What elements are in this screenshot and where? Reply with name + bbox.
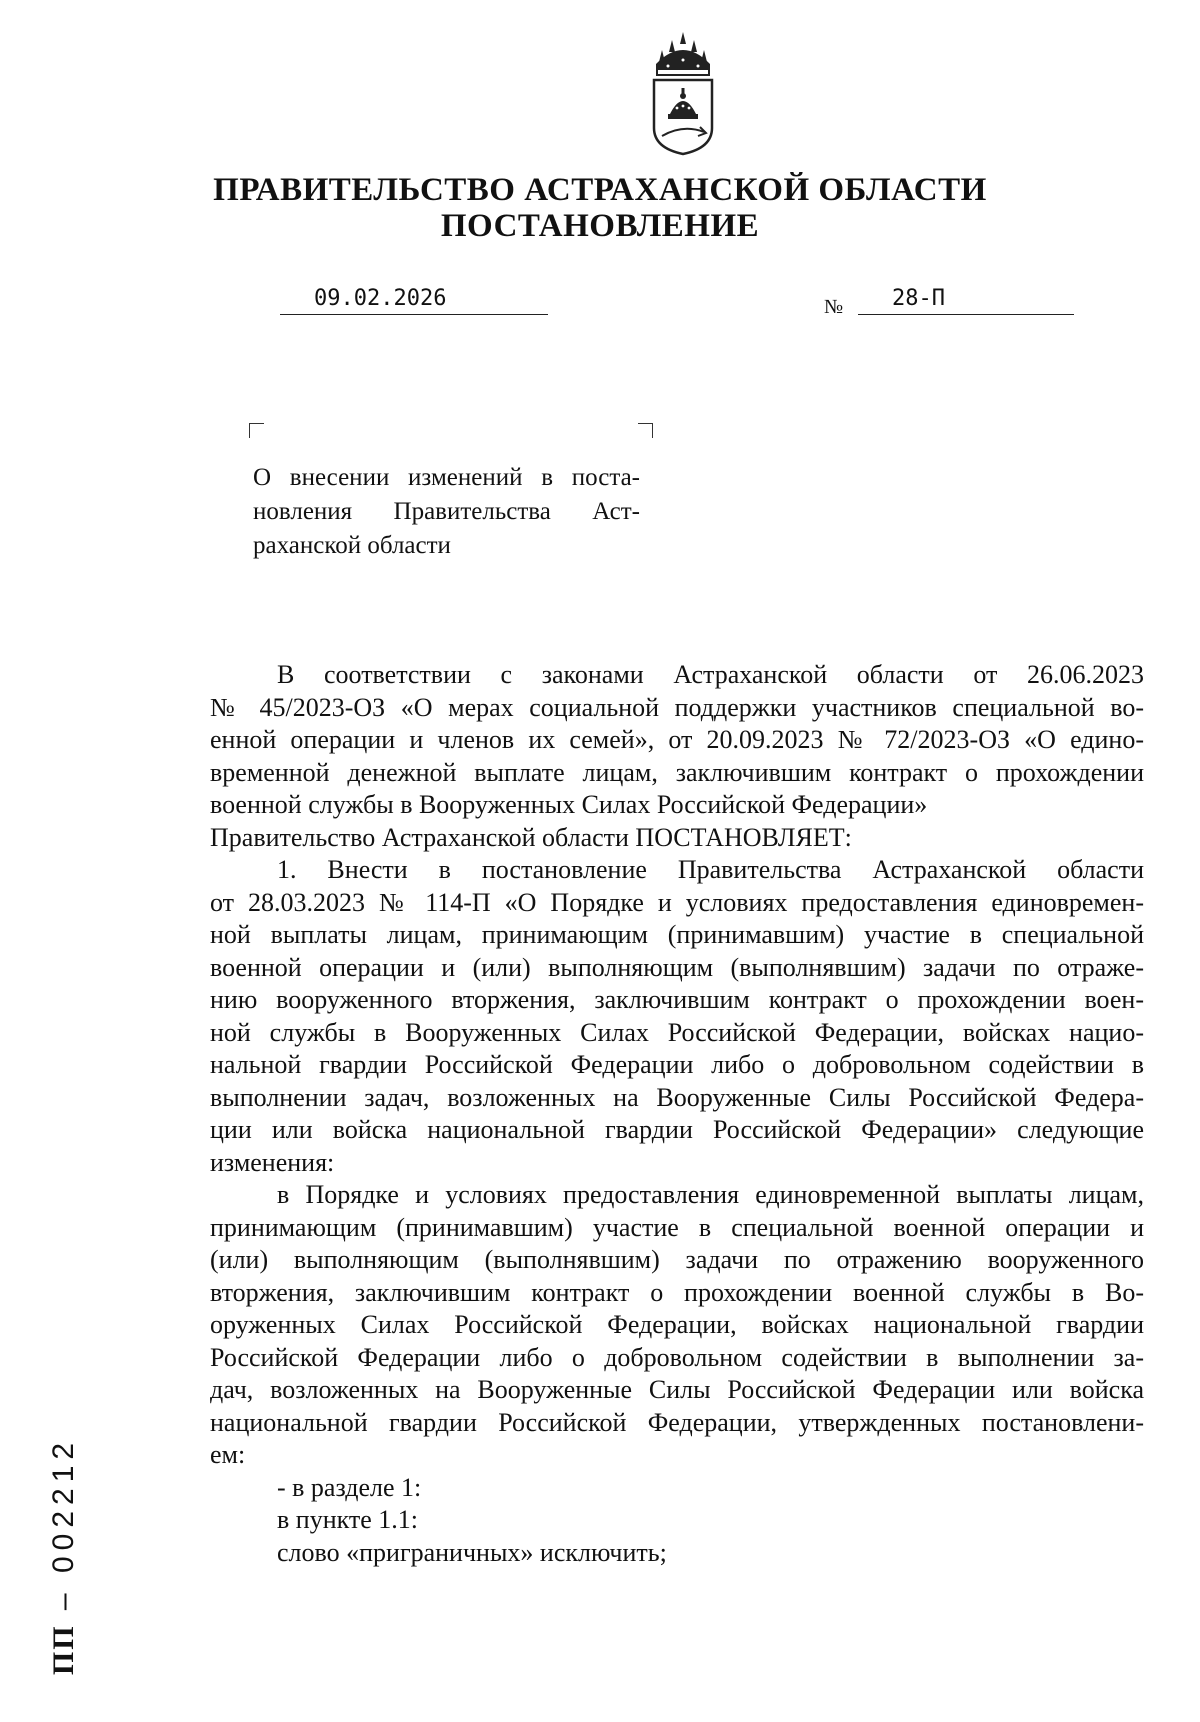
document-number: 28-П <box>858 284 1074 315</box>
body-line: (или) выполняющим (выполнявшим) задачи по отражению вооруженного <box>210 1245 1144 1274</box>
body-line: нию вооруженного вторжения, заключившим контракт о прохождении воен- <box>210 985 1144 1014</box>
number-sign: № <box>824 296 844 318</box>
body-line: ной выплаты лицам, принимающим (принимавшим) участие в специальной <box>210 920 1144 949</box>
form-serial-number <box>26 1408 102 1704</box>
body-line: от 28.03.2023 № 114-П «О Порядке и условиях предоставления единовремен- <box>210 887 1144 917</box>
body-line: дач, возложенных на Вооруженные Силы Российской Федерации или войска <box>210 1375 1144 1404</box>
body-line: временной денежной выплате лицам, заключившим контракт о прохождении <box>210 757 1144 787</box>
body-line: енной операции и членов их семей», от 20.09.2023 № 72/2023-ОЗ «О едино- <box>210 725 1144 754</box>
organization-title: ПРАВИТЕЛЬСТВО АСТРАХАНСКОЙ ОБЛАСТИ <box>213 172 987 208</box>
body-line: В соответствии с законами Астраханской области от 26.06.2023 <box>277 660 1144 689</box>
body-line: изменения: <box>210 1147 335 1177</box>
subject-line: новления Правительства Аст- <box>253 498 640 525</box>
body-line: ной службы в Вооруженных Силах Российской Федерации, войсках нацио- <box>210 1017 1144 1047</box>
subject-line: раханской области <box>253 532 451 559</box>
subject-bracket-right <box>638 423 653 438</box>
body-line: 1. Внести в постановление Правительства Астраханской области <box>277 855 1144 884</box>
body-line: нальной гвардии Российской Федерации либо о добровольном содействии в <box>210 1050 1144 1079</box>
document-type-title: ПОСТАНОВЛЕНИЕ <box>440 208 760 244</box>
body-line: военной операции и (или) выполняющим (выполнявшим) задачи по отраже- <box>210 952 1144 982</box>
body-line: принимающим (принимавшим) участие в специальной военной операции и <box>210 1212 1144 1242</box>
body-line: выполнении задач, возложенных на Вооруженные Силы Российской Федера- <box>210 1082 1144 1112</box>
body-line: оруженных Силах Российской Федерации, войсках национальной гвардии <box>210 1310 1144 1339</box>
subject-line: О внесении изменений в поста- <box>253 464 640 491</box>
body-line: Российской Федерации либо о добровольном содействии в выполнении за- <box>210 1342 1144 1372</box>
body-line: в Порядке и условиях предоставления единовременной выплаты лицам, <box>277 1180 1144 1209</box>
body-line: вторжения, заключившим контракт о прохождении военной службы в Во- <box>210 1277 1144 1307</box>
coat-of-arms-icon <box>648 30 718 158</box>
subject-bracket-left <box>249 423 264 438</box>
body-line: № 45/2023-ОЗ «О мерах социальной поддержки участников специальной во- <box>210 692 1144 722</box>
document-date: 09.02.2026 <box>280 284 548 315</box>
serial-digits: – 002212 <box>47 1436 80 1611</box>
body-line: национальной гвардии Российской Федерации, утвержденных постановлени- <box>210 1407 1144 1437</box>
body-line: ем: <box>210 1440 246 1469</box>
document-body <box>210 659 1144 1569</box>
body-line: Правительство Астраханской области ПОСТАНОВЛЯЕТ: <box>210 822 852 852</box>
document-subject <box>253 461 640 563</box>
body-line: военной службы в Вооруженных Силах Российской Федерации» <box>210 790 928 819</box>
serial-prefix: ПП <box>47 1624 80 1676</box>
body-line: слово «приграничных» исключить; <box>277 1537 667 1567</box>
body-line: ции или войска национальной гвардии Российской Федерации» следующие <box>210 1115 1144 1144</box>
body-line: в пункте 1.1: <box>277 1505 419 1534</box>
body-line: - в разделе 1: <box>277 1472 422 1502</box>
